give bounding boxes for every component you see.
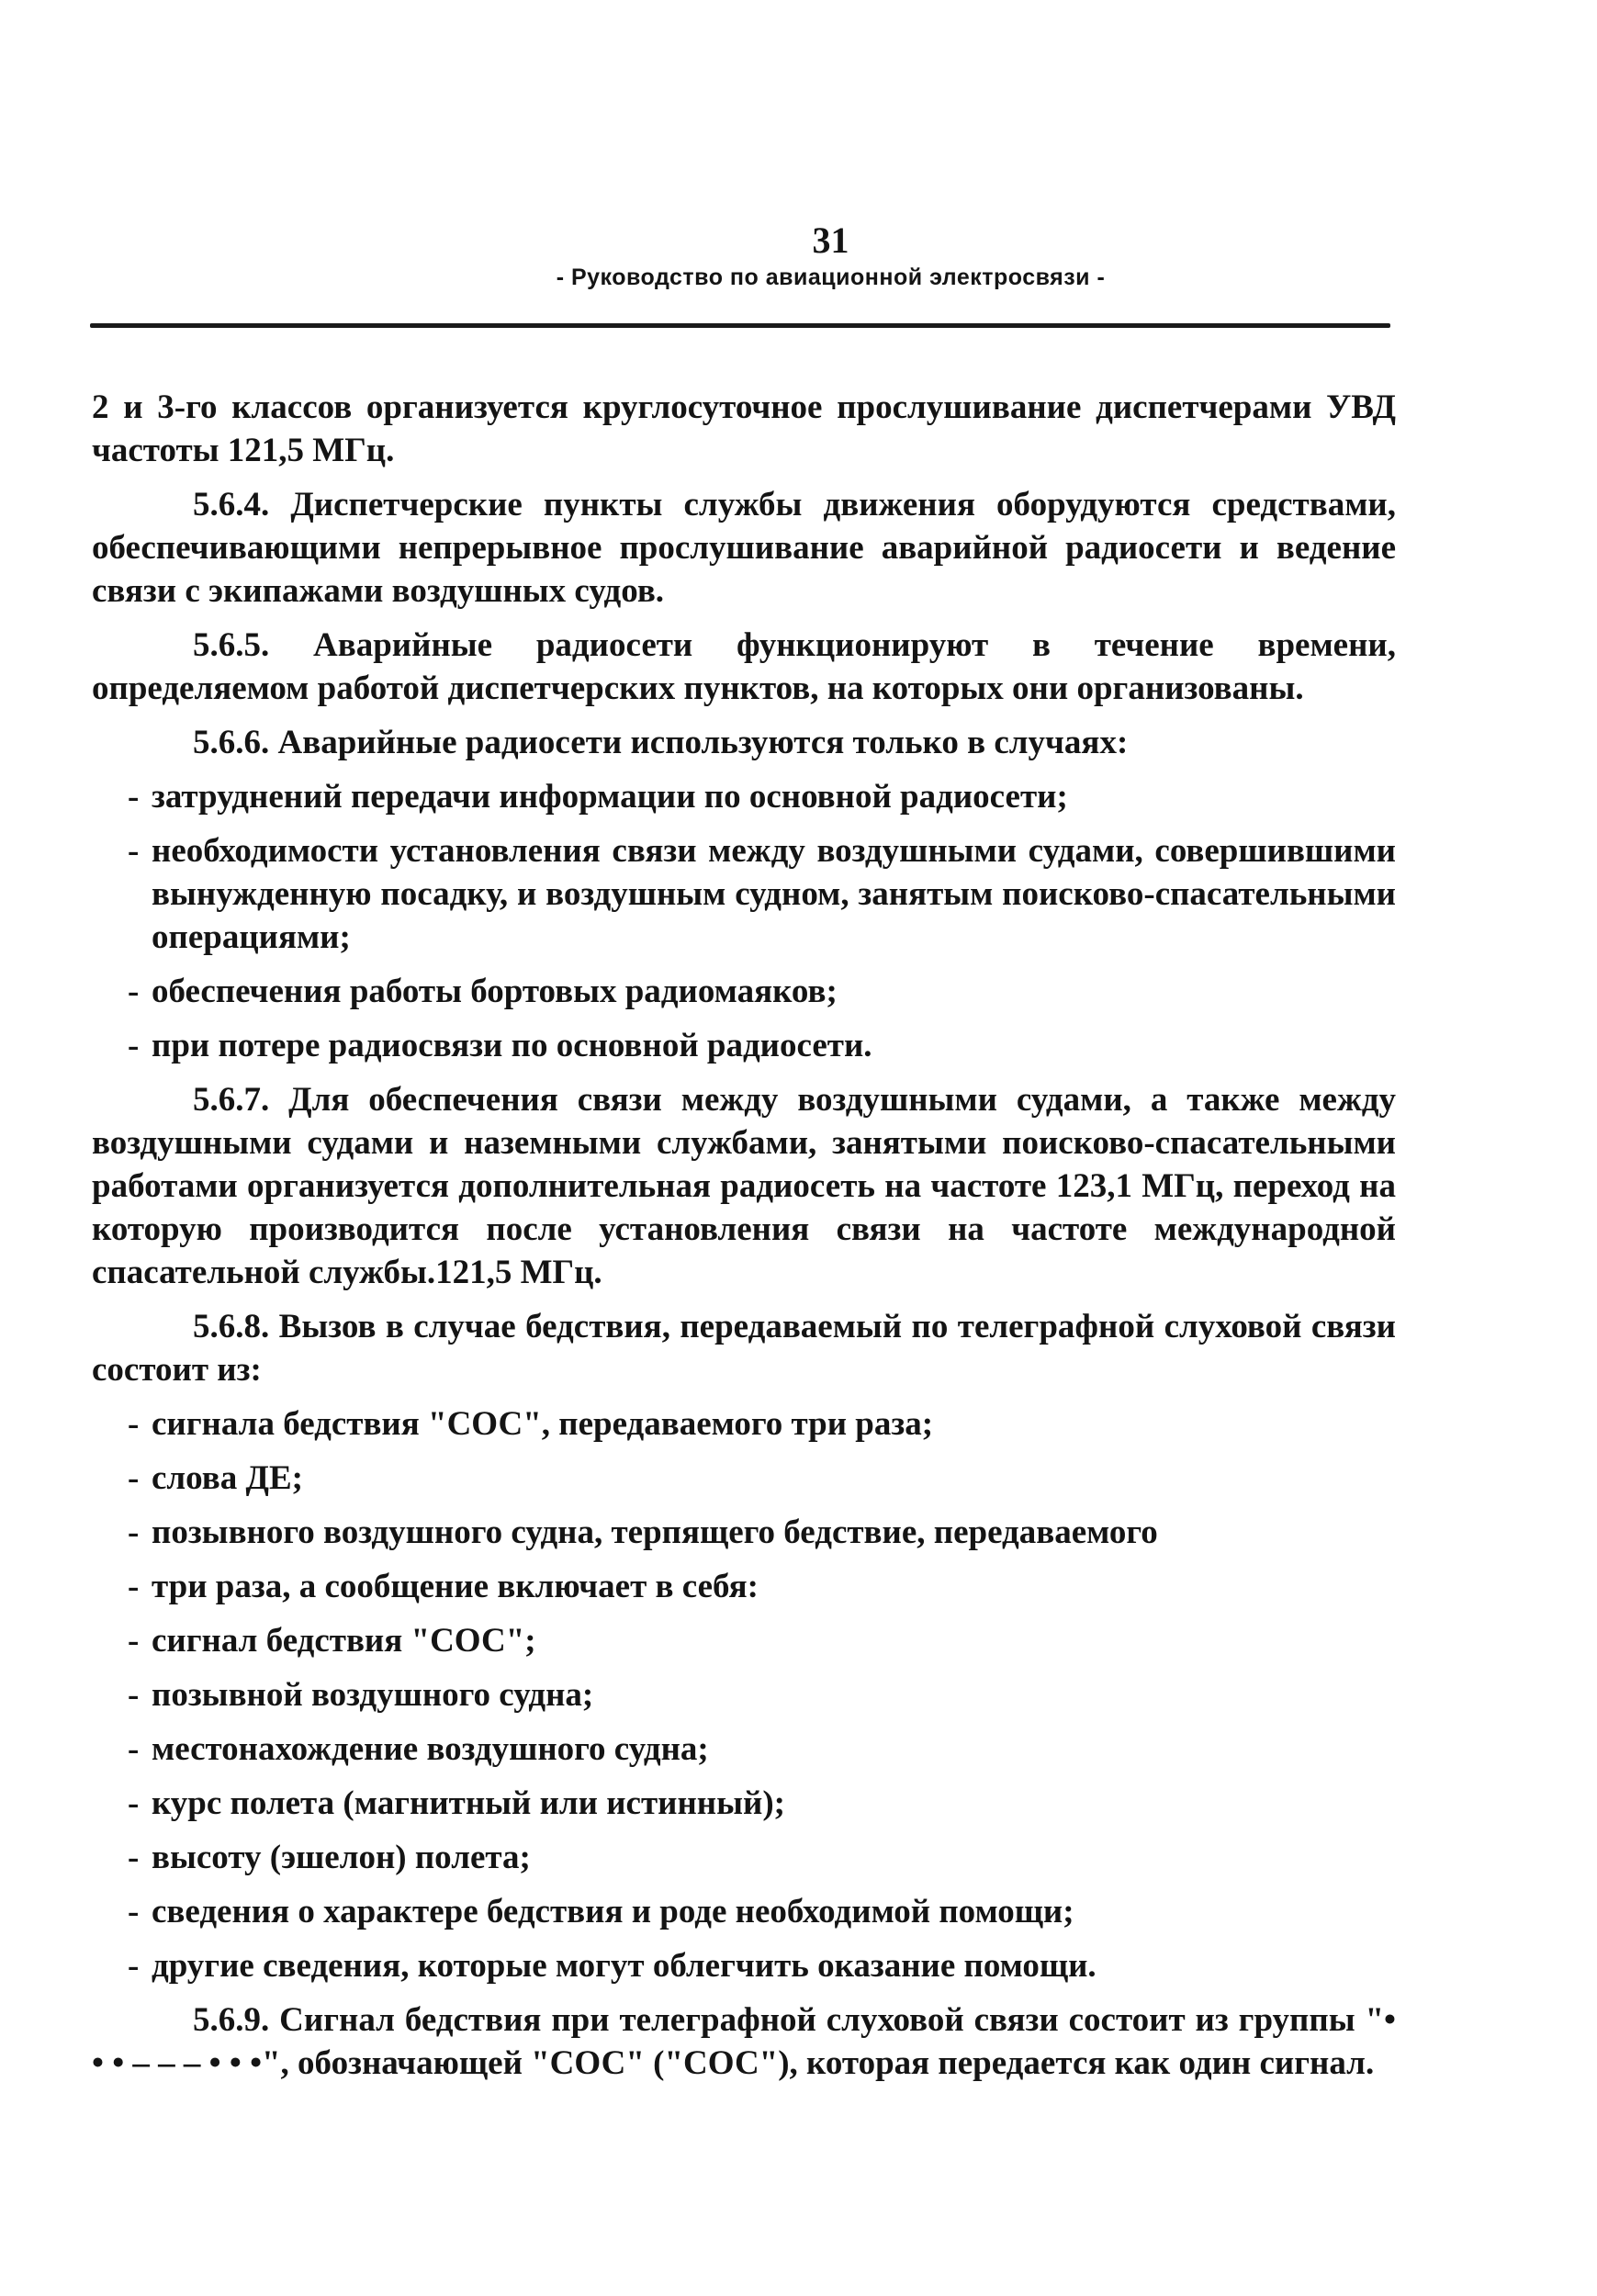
list-item <box>92 1890 1396 1933</box>
list-dash: - <box>128 1405 140 1443</box>
list-item-text: затруднений передачи информации по основной радиосети; <box>152 778 1068 816</box>
list-item-text: местонахождение воздушного судна; <box>152 1730 709 1768</box>
list-item-text: обеспечения работы бортовых радиомаяков; <box>152 973 838 1010</box>
list-dash: - <box>128 1893 140 1930</box>
list-item-text: позывной воздушного судна; <box>152 1676 594 1714</box>
list-item-text: сведения о характере бедствия и роде необходимой помощи; <box>152 1893 1074 1930</box>
header-rule <box>90 323 1390 328</box>
paragraph-5-6-9: 5.6.9. Сигнал бедствия при телеграфной слуховой связи состоит из группы "• • • – – – • • •", обозначающей "СОС" ("СОС"), которая передается как один сигнал. <box>92 2001 1396 2082</box>
list-item-text: слова ДЕ; <box>152 1459 303 1497</box>
list-dash: - <box>128 1622 140 1660</box>
list-dash: - <box>128 1947 140 1985</box>
list-dash: - <box>128 973 140 1010</box>
list-item-text: другие сведения, которые могут облегчить оказание помощи. <box>152 1947 1097 1985</box>
list-dash: - <box>128 1568 140 1605</box>
page-number: 31 <box>812 219 849 261</box>
list-dash: - <box>128 1676 140 1714</box>
list-dash: - <box>128 1514 140 1551</box>
list-dash: - <box>128 1839 140 1876</box>
list-dash: - <box>128 1730 140 1768</box>
paragraph-5-6-4: 5.6.4. Диспетчерские пункты службы движения оборудуются средствами, обеспечивающими непрерывное прослушивание аварийной радиосети и ведение связи с экипажами воздушных судов. <box>92 486 1396 610</box>
list-item-text: сигнала бедствия "СОС", передаваемого три раза; <box>152 1405 934 1443</box>
list-item-text: курс полета (магнитный или истинный); <box>152 1784 785 1822</box>
list-item-text: позывного воздушного судна, терпящего бедствие, передаваемого <box>152 1514 1158 1551</box>
list-distress-call <box>92 1402 1396 1987</box>
list-item-text: три раза, а сообщение включает в себя: <box>152 1568 759 1605</box>
paragraph: 2 и 3-го классов организуется круглосуточное прослушивание диспетчерами УВД частоты 121,5 МГц. <box>92 388 1396 469</box>
list-item <box>92 1024 1396 1067</box>
paragraph-5-6-8: 5.6.8. Вызов в случае бедствия, передаваемый по телеграфной слуховой связи состоит из: <box>92 1308 1396 1389</box>
paragraph-5-6-5: 5.6.5. Аварийные радиосети функционируют в течение времени, определяемом работой диспетчерских пунктов, на которых они организованы. <box>92 626 1396 707</box>
list-item <box>92 1619 1396 1662</box>
document-body <box>92 386 1396 2096</box>
list-dash: - <box>128 1459 140 1497</box>
list-item <box>92 970 1396 1013</box>
list-item <box>92 775 1396 818</box>
list-dash: - <box>128 778 140 816</box>
list-item-text: при потере радиосвязи по основной радиосети. <box>152 1027 872 1064</box>
list-dash: - <box>128 832 140 870</box>
paragraph-5-6-7: 5.6.7. Для обеспечения связи между воздушными судами, а также между воздушными судами и наземными службами, занятыми поисково-спасательными работами организуется дополнительная радиосеть на частоте 123,1 МГц, переход на которую производится после установления связи на частоте международной спасательной службы.121,5 МГц. <box>92 1081 1396 1291</box>
list-item-text: сигнал бедствия "СОС"; <box>152 1622 536 1660</box>
list-emergency-cases <box>92 775 1396 1067</box>
list-item <box>92 1457 1396 1500</box>
list-item <box>92 1728 1396 1771</box>
list-item <box>92 1511 1396 1554</box>
list-item <box>92 1782 1396 1825</box>
list-item-text: высоту (эшелон) полета; <box>152 1839 531 1876</box>
list-item <box>92 1402 1396 1446</box>
page-header <box>0 219 1597 292</box>
list-item <box>92 1836 1396 1879</box>
list-item <box>92 829 1396 959</box>
list-item <box>92 1673 1396 1716</box>
list-item <box>92 1565 1396 1608</box>
list-dash: - <box>128 1027 140 1064</box>
list-dash: - <box>128 1784 140 1822</box>
list-item <box>92 1944 1396 1987</box>
paragraph-5-6-6: 5.6.6. Аварийные радиосети используются только в случаях: <box>193 724 1129 761</box>
running-title: - Руководство по авиационной электросвязи - <box>556 264 1106 290</box>
list-item-text: необходимости установления связи между воздушными судами, совершившими вынужденную посадку, и воздушным судном, занятым поисково-спасательными операциями; <box>152 832 1396 956</box>
